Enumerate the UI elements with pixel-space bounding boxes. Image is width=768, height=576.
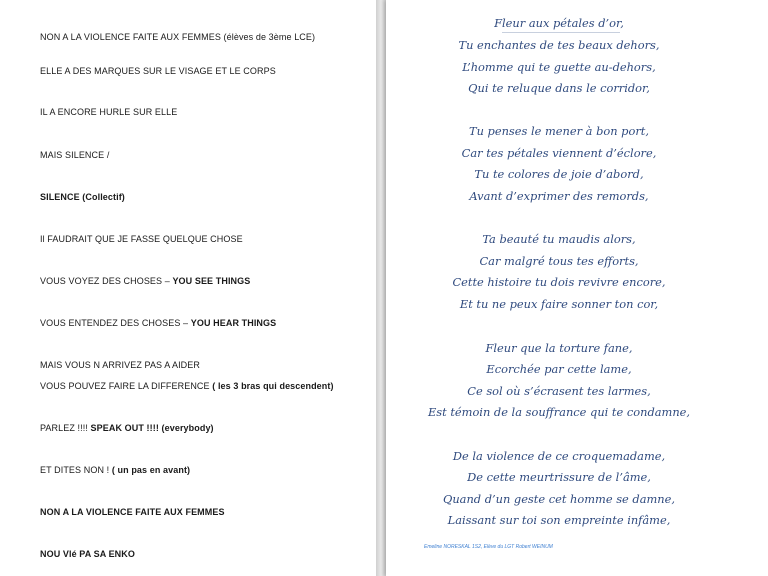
left-line-5: SILENCE (Collectif) <box>40 192 125 202</box>
poem-line-6: Car tes pétales viennent d’éclore, <box>461 146 657 160</box>
poem-line-4: Qui te reluque dans le corridor, <box>468 81 650 95</box>
poem-line-14: Ecorchée par cette lame, <box>486 362 632 376</box>
poem-line-1: Fleur aux pétales d’or, <box>494 16 624 30</box>
left-line-9: MAIS VOUS N ARRIVEZ PAS A AIDER <box>40 360 200 370</box>
poem-line-3: L’homme qui te guette au-dehors, <box>462 60 656 74</box>
poem-line-5: Tu penses le mener à bon port, <box>469 124 649 138</box>
left-line-10: VOUS POUVEZ FAIRE LA DIFFERENCE ( les 3 bras qui descendent) <box>40 381 334 391</box>
poem-line-12: Et tu ne peux faire sonner ton cor, <box>459 297 659 311</box>
poem-line-16: Est témoin de la souffrance qui te condamne, <box>427 405 691 419</box>
poem-line-8: Avant d’exprimer des remords, <box>469 189 649 203</box>
left-line-6: Il FAUDRAIT QUE JE FASSE QUELQUE CHOSE <box>40 234 243 244</box>
poem-line-11: Cette histoire tu dois revivre encore, <box>452 275 666 289</box>
left-line-7: VOUS VOYEZ DES CHOSES – YOU SEE THINGS <box>40 276 251 286</box>
left-line-11: PARLEZ !!!! SPEAK OUT !!!! (everybody) <box>40 423 214 433</box>
poem-line-10: Car malgré tous tes efforts, <box>479 254 639 268</box>
left-page <box>0 0 376 576</box>
poem-line-20: Laissant sur toi son empreinte infâme, <box>447 513 671 527</box>
left-line-2: ELLE A DES MARQUES SUR LE VISAGE ET LE CORPS <box>40 66 276 76</box>
left-line-12: ET DITES NON ! ( un pas en avant) <box>40 465 191 475</box>
author-credit: Emeline NORESKAL 1S2, Elève du LGT Robert WEINUM <box>424 544 553 550</box>
left-line-13: NON A LA VIOLENCE FAITE AUX FEMMES <box>40 507 225 517</box>
left-line-8: VOUS ENTENDEZ DES CHOSES – YOU HEAR THINGS <box>40 318 277 328</box>
poem-line-17: De la violence de ce croquemadame, <box>452 449 666 463</box>
poem-line-19: Quand d’un geste cet homme se damne, <box>442 492 675 506</box>
poem-line-9: Ta beauté tu maudis alors, <box>482 232 636 246</box>
poem-line-13: Fleur que la torture fane, <box>485 341 633 355</box>
left-line-14: NOU Vlé PA SA ENKO <box>40 549 135 559</box>
poem-line-15: Ce sol où s’écrasent tes larmes, <box>467 384 651 398</box>
page-gutter <box>376 0 386 576</box>
left-line-4: MAIS SILENCE / <box>40 150 110 160</box>
left-line-3: IL A ENCORE HURLE SUR ELLE <box>40 107 178 117</box>
poem-line-7: Tu te colores de joie d’abord, <box>474 167 644 181</box>
poem-line-18: De cette meurtrissure de l’âme, <box>467 470 651 484</box>
title-underline <box>502 32 620 33</box>
right-page <box>386 0 768 576</box>
poem-line-2: Tu enchantes de tes beaux dehors, <box>458 38 660 52</box>
left-line-1: NON A LA VIOLENCE FAITE AUX FEMMES (élèves de 3ème LCE) <box>40 32 316 42</box>
